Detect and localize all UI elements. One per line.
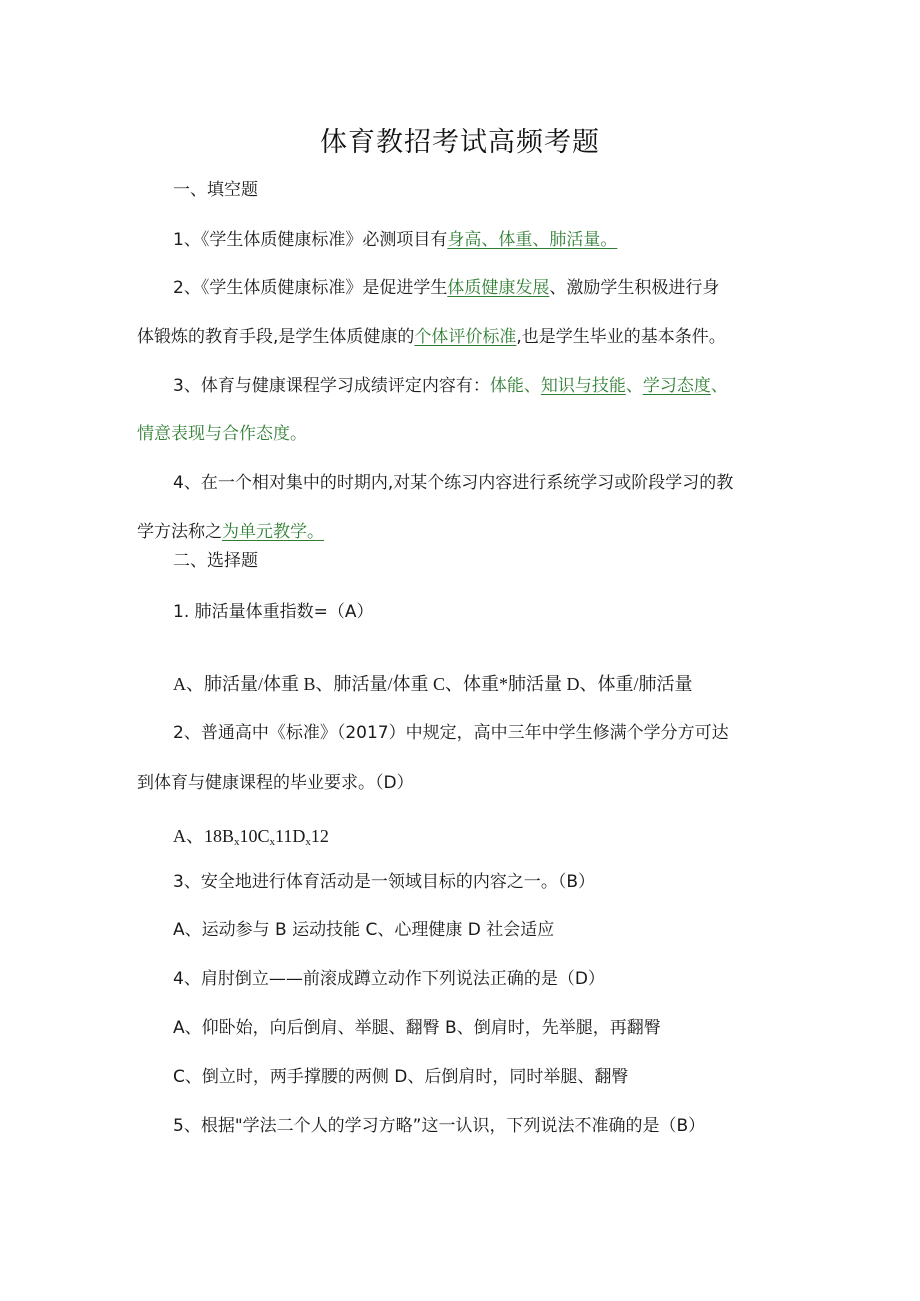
choice-question-4: 4、肩肘倒立——前滚成蹲立动作下列说法正确的是（D）	[173, 969, 605, 989]
option-text: 10C	[239, 826, 270, 846]
option-text: 12	[310, 826, 329, 846]
question-text: 1、《学生体质健康标准》必测项目有	[173, 230, 448, 250]
fill-question-3-line-2	[137, 422, 307, 446]
separator: 、	[523, 376, 541, 396]
option-subscript: x	[269, 836, 276, 848]
choice-question-1: 1. 肺活量体重指数=（A）	[173, 602, 374, 622]
option-subscript: x	[305, 836, 311, 848]
separator: 、	[625, 376, 643, 396]
page-title: 体育教招考试高频考题	[320, 127, 600, 158]
question-text: 学方法称之	[137, 522, 222, 542]
choice-question-2-line-1: 2、普通高中《标准》（2017）中规定，高中三年中学生修满个学分方可达	[173, 723, 729, 743]
fill-question-4-line-1: 4、在一个相对集中的时期内,对某个练习内容进行系统学习或阶段学习的教	[173, 473, 734, 493]
choice-question-2-options	[173, 824, 329, 854]
option-text: 11D	[275, 826, 306, 846]
question-text: 、激励学生积极进行身	[549, 278, 720, 298]
answer-text: 学习态度	[642, 376, 711, 396]
answer-text: 身高、体重、肺活量。	[447, 230, 618, 250]
answer-text: 为单元教学。	[222, 522, 324, 542]
choice-question-4-options-line-1: A、仰卧始，向后倒肩、举腿、翻臀 B、倒肩时，先举腿，再翻臀	[173, 1018, 661, 1038]
fill-question-2-line-2	[137, 325, 726, 349]
fill-question-4-line-2	[137, 520, 324, 544]
option-subscript: x	[234, 836, 240, 848]
answer-text: 情意表现与合作态度。	[137, 424, 307, 444]
choice-question-5: 5、根据"学法二个人的学习方略”这一认识，下列说法不准确的是（B）	[173, 1116, 706, 1136]
choice-question-4-options-line-2: C、倒立时，两手撑腰的两侧 D、后倒肩时，同时举腿、翻臀	[173, 1067, 629, 1087]
question-text: ,也是学生毕业的基本条件。	[516, 327, 726, 347]
section-heading-fill-in: 一、填空题	[173, 180, 258, 200]
choice-question-3: 3、安全地进行体育活动是一领域目标的内容之一。（B）	[173, 872, 595, 892]
fill-question-1	[173, 228, 617, 252]
separator: 、	[710, 376, 728, 396]
question-text: 2、《学生体质健康标准》是促进学生	[173, 278, 448, 298]
answer-text: 体能	[489, 376, 524, 396]
answer-text: 个体评价标准	[414, 327, 517, 347]
answer-text: 知识与技能	[540, 376, 626, 396]
section-heading-choice: 二、选择题	[173, 551, 258, 571]
question-text: 体锻炼的教育手段,是学生体质健康的	[137, 327, 415, 347]
question-text: 3、体育与健康课程学习成绩评定内容有：	[173, 376, 490, 396]
fill-question-2-line-1	[173, 276, 719, 300]
answer-text: 体质健康发展	[447, 278, 550, 298]
choice-question-3-options: A、运动参与 B 运动技能 C、心理健康 D 社会适应	[173, 920, 555, 940]
choice-question-2-line-2: 到体育与健康课程的毕业要求。（D）	[137, 773, 414, 793]
option-text: A、18B	[173, 826, 235, 846]
fill-question-3-line-1	[173, 374, 728, 398]
choice-question-1-options: A、肺活量/体重 B、肺活量/体重 C、体重*肺活量 D、体重/肺活量	[173, 674, 693, 694]
